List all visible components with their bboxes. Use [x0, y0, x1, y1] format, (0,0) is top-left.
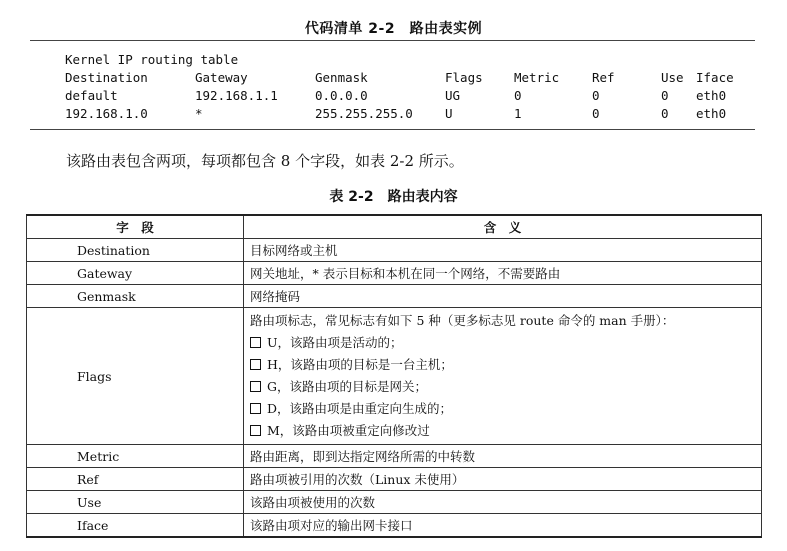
field-name: Genmask — [27, 285, 244, 308]
table-row — [27, 468, 762, 491]
flag-item-text: D，该路由项是由重定向生成的； — [267, 401, 453, 416]
flag-item-text: M，该路由项被重定向修改过 — [267, 423, 430, 438]
checkbox-square-icon — [250, 381, 261, 392]
checkbox-square-icon — [250, 359, 261, 370]
code-cell: 0.0.0.0 — [315, 88, 368, 103]
code-header-metric: Metric — [514, 70, 560, 85]
code-row — [65, 105, 727, 123]
fields-table — [26, 214, 762, 538]
header-field: 字 段 — [27, 215, 244, 239]
table-row — [27, 308, 762, 445]
flag-item — [250, 354, 755, 376]
code-header-gateway: Gateway — [195, 70, 248, 85]
body-paragraph: 该路由表包含两项，每项都包含 8 个字段，如表 2-2 所示。 — [66, 152, 464, 170]
code-row — [65, 87, 727, 105]
field-name: Use — [27, 491, 244, 514]
code-cell: eth0 — [696, 106, 727, 121]
code-header-flags: Flags — [445, 70, 483, 85]
table-row — [27, 445, 762, 468]
code-cell: 0 — [592, 106, 600, 121]
field-meaning-flags — [244, 308, 762, 445]
flag-item-text: H，该路由项的目标是一台主机； — [267, 357, 453, 372]
code-title-line: Kernel IP routing table — [65, 52, 239, 67]
code-header-ref: Ref — [592, 70, 615, 85]
field-name: Metric — [27, 445, 244, 468]
checkbox-square-icon — [250, 403, 261, 414]
code-cell: 192.168.1.0 — [65, 106, 148, 121]
field-meaning: 该路由项对应的输出网卡接口 — [244, 514, 762, 538]
field-name: Gateway — [27, 262, 244, 285]
flag-item — [250, 376, 755, 398]
flag-item — [250, 420, 755, 442]
flag-item — [250, 398, 755, 420]
field-name: Destination — [27, 239, 244, 262]
code-cell: eth0 — [696, 88, 727, 103]
code-cell: 255.255.255.0 — [315, 106, 413, 121]
table-row — [27, 239, 762, 262]
code-header-destination: Destination — [65, 70, 148, 85]
code-cell: 1 — [514, 106, 522, 121]
table-row — [27, 262, 762, 285]
field-meaning: 网关地址，* 表示目标和本机在同一个网络，不需要路由 — [244, 262, 762, 285]
flags-intro: 路由项标志，常见标志有如下 5 种（更多标志见 route 命令的 man 手册）： — [250, 313, 675, 328]
field-meaning: 网络掩码 — [244, 285, 762, 308]
code-header-genmask: Genmask — [315, 70, 368, 85]
field-name: Iface — [27, 514, 244, 538]
code-cell: UG — [445, 88, 461, 103]
flag-item-text: U，该路由项是活动的； — [267, 335, 403, 350]
table-title: 表 2-2 路由表内容 — [329, 189, 458, 205]
code-cell: 0 — [514, 88, 522, 103]
field-name: Flags — [27, 308, 244, 445]
table-header-row — [27, 215, 762, 239]
field-meaning: 路由距离，即到达指定网络所需的中转数 — [244, 445, 762, 468]
field-meaning: 该路由项被使用的次数 — [244, 491, 762, 514]
field-name: Ref — [27, 468, 244, 491]
code-cell: 0 — [661, 106, 669, 121]
field-meaning: 目标网络或主机 — [244, 239, 762, 262]
field-meaning: 路由项被引用的次数（Linux 未使用） — [244, 468, 762, 491]
code-cell: * — [195, 106, 203, 121]
listing-title: 代码清单 2-2 路由表实例 — [304, 21, 483, 37]
code-cell: U — [445, 106, 453, 121]
code-header-iface: Iface — [696, 70, 734, 85]
code-listing — [30, 40, 755, 130]
code-header-use: Use — [661, 70, 684, 85]
checkbox-square-icon — [250, 425, 261, 436]
table-row — [27, 514, 762, 538]
code-cell: 0 — [661, 88, 669, 103]
code-cell: 192.168.1.1 — [195, 88, 278, 103]
checkbox-square-icon — [250, 337, 261, 348]
code-cell: default — [65, 88, 118, 103]
header-meaning: 含 义 — [244, 215, 762, 239]
code-header-line — [65, 69, 734, 87]
table-row — [27, 285, 762, 308]
flag-item-text: G，该路由项的目标是网关； — [267, 379, 427, 394]
table-row — [27, 491, 762, 514]
flag-item — [250, 332, 755, 354]
code-cell: 0 — [592, 88, 600, 103]
